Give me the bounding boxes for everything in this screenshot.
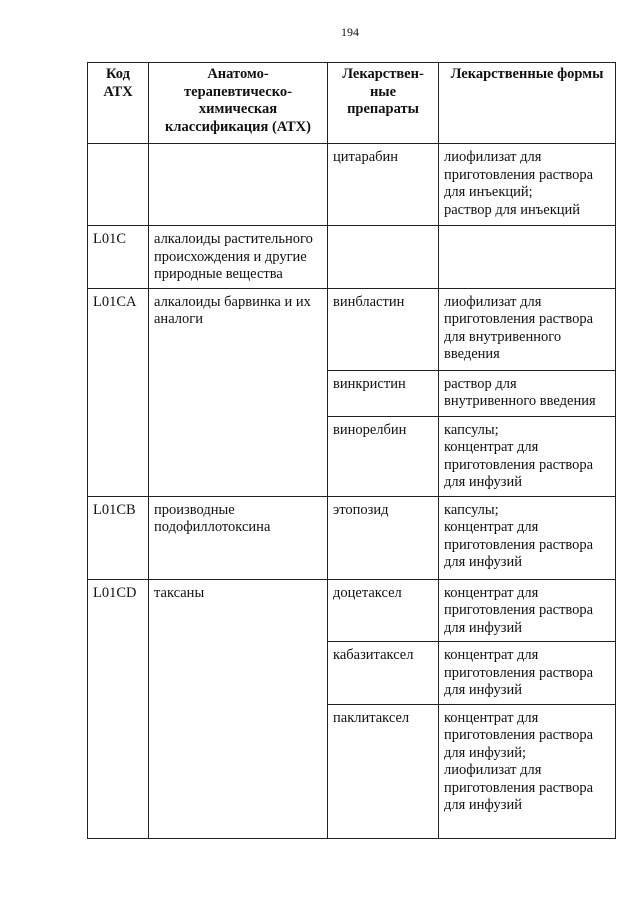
dosage-form-line: капсулы; xyxy=(444,421,499,438)
dosage-form-line: концентрат для xyxy=(444,647,539,663)
header-text-line: Лекарственные формы xyxy=(450,66,604,82)
dosage-form-line: введения xyxy=(444,346,500,362)
dosage-form-line: концентрат для xyxy=(444,584,539,601)
header-code xyxy=(88,63,149,144)
dosage-form-line: приготовления раствора xyxy=(444,602,594,618)
atx-code-cell: L01CD xyxy=(88,579,149,838)
classification-text-line: подофиллотоксина xyxy=(154,519,271,535)
drug-name-cell: винбластин xyxy=(328,288,439,370)
dosage-forms-cell xyxy=(439,226,616,289)
atx-classification-cell xyxy=(149,579,328,838)
dosage-form-line: приготовления раствора xyxy=(444,727,594,743)
header-dosage-forms xyxy=(439,63,616,144)
dosage-forms-cell xyxy=(439,642,616,705)
dosage-form-line: для инъекций; xyxy=(444,184,533,200)
drug-name-cell: этопозид xyxy=(328,496,439,579)
table-row xyxy=(88,226,616,289)
classification-text-line: природные вещества xyxy=(154,266,283,282)
header-drugs xyxy=(328,63,439,144)
dosage-form-line: для инфузий xyxy=(444,554,522,570)
table-row xyxy=(88,579,616,642)
dosage-forms-cell xyxy=(439,416,616,496)
drug-name-cell: кабазитаксел xyxy=(328,642,439,705)
dosage-form-line: приготовления раствора xyxy=(444,166,594,183)
dosage-form-line: внутривенного введения xyxy=(444,393,596,409)
dosage-form-line: лиофилизат для xyxy=(444,762,542,778)
header-text-line: Лекарствен- xyxy=(342,66,424,82)
dosage-form-line: раствор для xyxy=(444,375,517,392)
dosage-form-line: концентрат для xyxy=(444,709,539,726)
header-text-line: Анатомо- xyxy=(207,66,269,82)
header-text-line: терапевтическо- xyxy=(184,83,292,100)
header-text-line: АТХ xyxy=(103,83,133,100)
atx-code-cell xyxy=(88,144,149,226)
dosage-form-line: для внутривенного xyxy=(444,328,562,345)
header-text-line: препараты xyxy=(347,101,419,117)
header-text-line: химическая xyxy=(198,101,278,117)
classification-text-line: производные xyxy=(154,501,235,518)
dosage-form-line: капсулы; xyxy=(444,501,499,518)
dosage-form-line: для инфузий xyxy=(444,682,522,698)
dosage-form-line: приготовления раствора xyxy=(444,779,594,796)
dosage-form-line: для инфузий xyxy=(444,474,522,490)
dosage-form-line: для инфузий xyxy=(444,797,522,813)
page-number: 194 xyxy=(341,25,359,39)
atx-classification-cell xyxy=(149,226,328,289)
header-classification xyxy=(149,63,328,144)
dosage-form-line: концентрат для xyxy=(444,439,539,455)
table-row xyxy=(88,496,616,579)
drug-name-cell: доцетаксел xyxy=(328,579,439,642)
dosage-form-line: концентрат для xyxy=(444,519,539,535)
header-text-line: классификация (АТХ) xyxy=(165,118,311,135)
dosage-form-line: приготовления раствора xyxy=(444,536,594,553)
atx-code-cell: L01CA xyxy=(88,288,149,496)
header-text-line: ные xyxy=(369,83,397,100)
table-row xyxy=(88,288,616,370)
dosage-forms-cell xyxy=(439,579,616,642)
classification-text-line: аналоги xyxy=(154,311,203,327)
drug-name-cell: винорелбин xyxy=(328,416,439,496)
atx-classification-cell xyxy=(149,496,328,579)
dosage-form-line: приготовления раствора xyxy=(444,311,594,327)
dosage-form-line: лиофилизат для xyxy=(444,293,542,310)
classification-text-line: алкалоиды барвинка и их xyxy=(154,293,311,310)
dosage-forms-cell xyxy=(439,370,616,416)
drug-name-cell: цитарабин xyxy=(328,144,439,226)
classification-text-line: происхождения и другие xyxy=(154,248,307,265)
table-body xyxy=(88,144,616,839)
header-text-line: Код xyxy=(106,66,130,82)
classification-text-line: алкалоиды растительного xyxy=(154,231,313,247)
drug-name-cell xyxy=(328,226,439,289)
drug-name-cell: винкристин xyxy=(328,370,439,416)
atx-classification-cell xyxy=(149,288,328,496)
dosage-forms-cell xyxy=(439,704,616,838)
dosage-form-line: приготовления раствора xyxy=(444,664,594,681)
drug-name-cell: паклитаксел xyxy=(328,704,439,838)
dosage-forms-cell xyxy=(439,144,616,226)
table-header-row xyxy=(88,63,616,144)
atx-code-cell: L01C xyxy=(88,226,149,289)
dosage-form-line: приготовления раствора xyxy=(444,456,594,473)
dosage-form-line: лиофилизат для xyxy=(444,149,542,165)
atx-code-cell: L01CB xyxy=(88,496,149,579)
dosage-form-line: раствор для инъекций xyxy=(444,201,581,218)
atx-classification-table xyxy=(87,62,616,839)
dosage-forms-cell xyxy=(439,288,616,370)
table-row xyxy=(88,144,616,226)
atx-classification-cell xyxy=(149,144,328,226)
dosage-form-line: для инфузий xyxy=(444,619,522,636)
dosage-forms-cell xyxy=(439,496,616,579)
classification-text-line: таксаны xyxy=(154,584,205,601)
dosage-form-line: для инфузий; xyxy=(444,744,526,761)
